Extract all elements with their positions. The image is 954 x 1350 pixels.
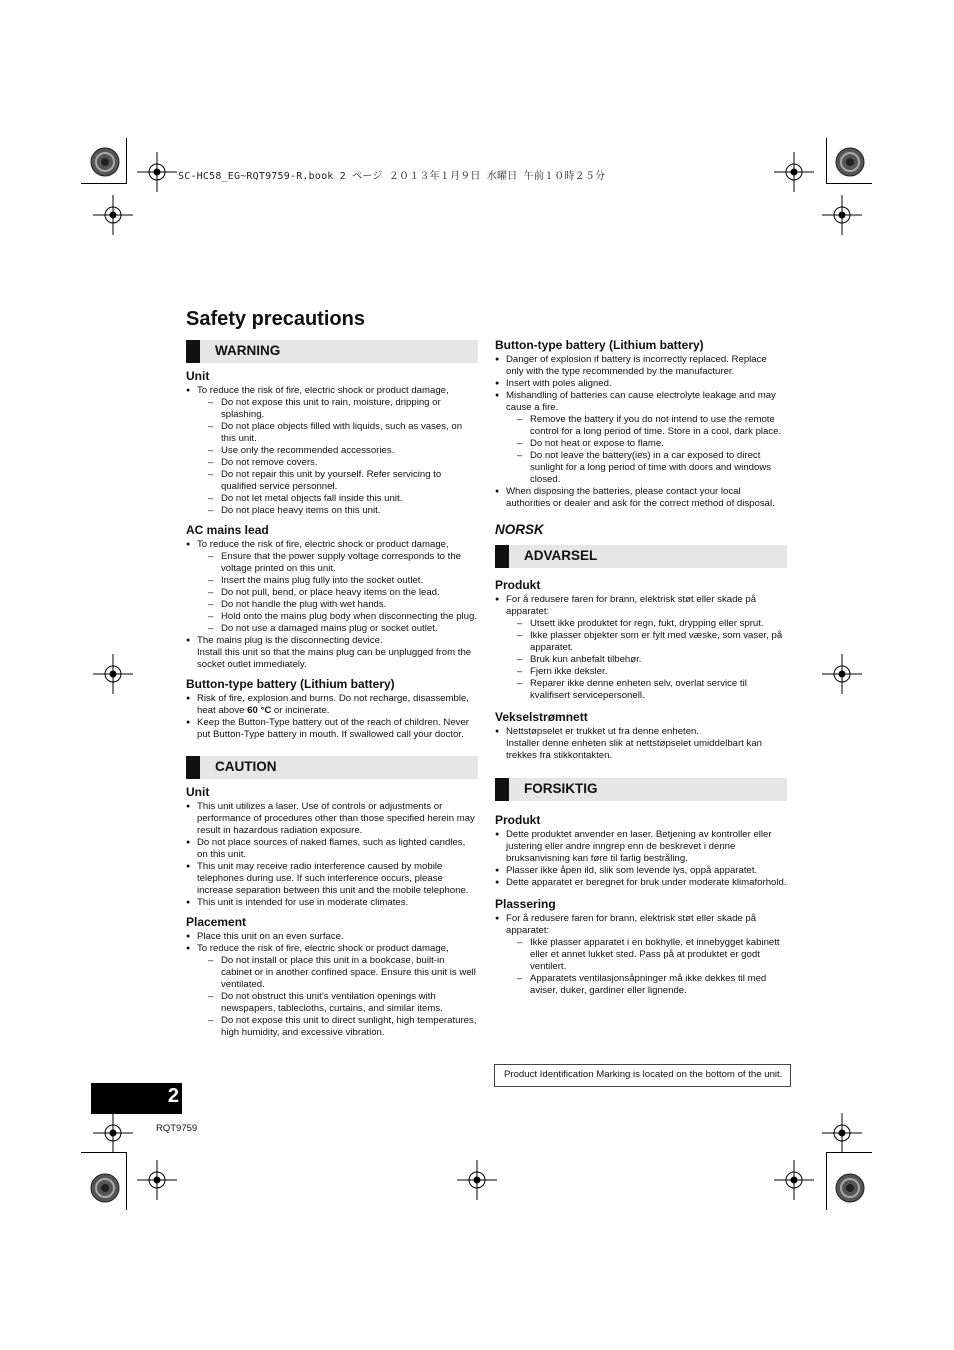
crosshair-icon xyxy=(93,654,133,694)
crosshair-icon xyxy=(822,195,862,235)
list-item: ● For å redusere faren for brann, elektrisk støt eller skade på apparatet: – Ikke plasser apparatet i en bokhylle, et innebygget kabinett eller et annet lukket sted. Pass på at produktet er godt ventilert. – Apparatets ventilasjonsåpninger må ikke dekkes til med aviser, duker, gardiner eller lignende. xyxy=(495,913,787,997)
list-item: – Use only the recommended accessories. xyxy=(197,445,478,457)
list-item: – Do not handle the plug with wet hands. xyxy=(197,599,478,611)
unit-warning-list xyxy=(186,385,478,517)
list-item: – Do not expose this unit to direct sunlight, high temperatures, high humidity, and excessive vibration. xyxy=(197,1015,478,1039)
banner-marker xyxy=(186,756,200,779)
list-item: – Do not pull, bend, or place heavy items on the lead. xyxy=(197,587,478,599)
list-item: – Do not remove covers. xyxy=(197,457,478,469)
list-item: ● The mains plug is the disconnecting device. Install this unit so that the mains plug can be unplugged from the socket outlet immediately. xyxy=(186,635,478,671)
plassering-heading: Plassering xyxy=(495,897,556,911)
battery-warning-list xyxy=(186,693,478,741)
crosshair-icon xyxy=(93,1113,133,1153)
print-header: SC-HC58_EG~RQT9759-R.book 2 ページ ２０１３年１月９日 水曜日 午前１０時２５分 xyxy=(178,171,606,182)
list-item: – Do not expose this unit to rain, moisture, dripping or splashing. xyxy=(197,397,478,421)
page-title: Safety precautions xyxy=(186,308,365,330)
crosshair-icon xyxy=(457,1160,497,1200)
crosshair-icon xyxy=(822,654,862,694)
crosshair-icon xyxy=(137,1160,177,1200)
crosshair-icon xyxy=(93,195,133,235)
list-item: ● Dette produktet anvender en laser. Betjening av kontroller eller justering eller andre inngrep enn de beskrevet i denne bruksanvisning kan føre til farlig bestråling. xyxy=(495,829,787,865)
ac-mains-list xyxy=(186,539,478,671)
list-item: – Do not repair this unit by yourself. Refer servicing to qualified service personnel. xyxy=(197,469,478,493)
list-item: – Reparer ikke denne enheten selv, overlat service til kvalifisert servicepersonell. xyxy=(506,678,787,702)
sub-list xyxy=(197,551,478,635)
list-item: ● Place this unit on an even surface. xyxy=(186,931,478,943)
produkt-heading: Produkt xyxy=(495,813,541,827)
banner-marker xyxy=(495,778,509,801)
list-item: – Do not install or place this unit in a bookcase, built-in cabinet or in another confined space. Ensure this unit is well ventilated. xyxy=(197,955,478,991)
list-item: – Insert the mains plug fully into the socket outlet. xyxy=(197,575,478,587)
registration-target-icon xyxy=(90,147,120,177)
vekselstromnett-list xyxy=(495,726,787,762)
list-item: ● Plasser ikke åpen ild, slik som levende lys, oppå apparatet. xyxy=(495,865,787,877)
list-item: – Do not place objects filled with liquids, such as vases, on this unit. xyxy=(197,421,478,445)
list-item: – Fjern ikke deksler. xyxy=(506,666,787,678)
sub-list xyxy=(506,618,787,702)
list-item: ● This unit may receive radio interference caused by mobile telephones during use. If such interference occurs, please increase separation between this unit and the mobile telephone. xyxy=(186,861,478,897)
list-item: ● Mishandling of batteries can cause electrolyte leakage and may cause a fire. – Remove the battery if you do not intend to use the remote control for a long period of time. Store in a cool, dark place. – Do not heat or expose to flame. – Do not leave the battery(ies) in a car exposed to direct sunlight for a long period of time with doors and windows closed. xyxy=(495,390,787,486)
registration-target-icon xyxy=(835,147,865,177)
list-item: – Hold onto the mains plug body when disconnecting the plug. xyxy=(197,611,478,623)
list-item: – Do not obstruct this unit’s ventilation openings with newspapers, tablecloths, curtains, and similar items. xyxy=(197,991,478,1015)
list-item: – Ikke plasser apparatet i en bokhylle, et innebygget kabinett eller et annet lukket sted. Pass på at produktet er godt ventilert. xyxy=(506,937,787,973)
right-column xyxy=(495,338,787,997)
list-item: – Do not heat or expose to flame. xyxy=(506,438,787,450)
document-code: RQT9759 xyxy=(156,1123,198,1134)
list-item: ● This unit utilizes a laser. Use of controls or adjustments or performance of procedures other than those specified herein may result in hazardous radiation exposure. xyxy=(186,801,478,837)
plassering-list xyxy=(495,913,787,997)
list-item: – Do not leave the battery(ies) in a car exposed to direct sunlight for a long period of time with doors and windows closed. xyxy=(506,450,787,486)
page-number: 2 xyxy=(167,1085,179,1107)
left-column xyxy=(186,340,478,1039)
battery-heading: Button-type battery (Lithium battery) xyxy=(186,677,395,691)
list-item: ● This unit is intended for use in moderate climates. xyxy=(186,897,478,909)
list-item: ● For å redusere faren for brann, elektrisk støt eller skade på apparatet: – Utsett ikke produktet for regn, fukt, drypping eller sprut. – Ikke plasser objekter som er fylt med væske, som vaser, på apparatet. – Bruk kun anbefalt tilbehør. – Fjern ikke deksler. – Reparer ikke denne enheten selv, overlat service til kvalifisert servicepersonell. xyxy=(495,594,787,702)
battery-heading: Button-type battery (Lithium battery) xyxy=(495,338,704,352)
placement-list xyxy=(186,931,478,1039)
banner-marker xyxy=(186,340,200,363)
ac-mains-heading: AC mains lead xyxy=(186,523,269,537)
registration-target-icon xyxy=(90,1173,120,1203)
page-number-tab xyxy=(91,1083,182,1114)
list-item: – Do not place heavy items on this unit. xyxy=(197,505,478,517)
list-item: – Utsett ikke produktet for regn, fukt, drypping eller sprut. xyxy=(506,618,787,630)
advarsel-label: ADVARSEL xyxy=(524,548,598,563)
list-item: – Bruk kun anbefalt tilbehør. xyxy=(506,654,787,666)
produkt-forsiktig-list xyxy=(495,829,787,889)
list-item: – Do not use a damaged mains plug or socket outlet. xyxy=(197,623,478,635)
unit-caution-list xyxy=(186,801,478,909)
warning-label: WARNING xyxy=(215,343,281,358)
unit-heading: Unit xyxy=(186,369,210,383)
list-item: ● Danger of explosion if battery is incorrectly replaced. Replace only with the type recommended by the manufacturer. xyxy=(495,354,787,378)
list-item: ● Nettstøpselet er trukket ut fra denne enheten. Installer denne enheten slik at nettstøpselet umiddelbart kan trekkes fra stikkontakten. xyxy=(495,726,787,762)
battery-list xyxy=(495,354,787,510)
list-item: ● When disposing the batteries, please contact your local authorities or dealer and ask for the correct method of disposal. xyxy=(495,486,787,510)
sub-list xyxy=(506,414,787,486)
list-item: – Remove the battery if you do not intend to use the remote control for a long period of time. Store in a cool, dark place. xyxy=(506,414,787,438)
list-item: – Ikke plasser objekter som er fylt med væske, som vaser, på apparatet. xyxy=(506,630,787,654)
crosshair-icon xyxy=(774,1160,814,1200)
list-item: ● To reduce the risk of fire, electric shock or product damage, – Do not install or place this unit in a bookcase, built-in cabinet or in another confined space. Ensure this unit is well ventilated. – Do not obstruct this unit’s ventilation openings with newspapers, tablecloths, curtains, and similar items. – Do not expose this unit to direct sunlight, high temperatures, high humidity, and excessive vibration. xyxy=(186,943,478,1039)
unit-heading: Unit xyxy=(186,785,210,799)
forsiktig-label: FORSIKTIG xyxy=(524,781,598,796)
product-id-note: Product Identification Marking is located on the bottom of the unit. xyxy=(494,1064,791,1087)
caution-label: CAUTION xyxy=(215,759,277,774)
list-item: ● Keep the Button-Type battery out of the reach of children. Never put Button-Type battery in mouth. If swallowed call your doctor. xyxy=(186,717,478,741)
language-heading: NORSK xyxy=(495,522,544,537)
warning-banner xyxy=(186,340,478,363)
produkt-advarsel-list xyxy=(495,594,787,702)
list-item: – Apparatets ventilasjonsåpninger må ikke dekkes til med aviser, duker, gardiner eller lignende. xyxy=(506,973,787,997)
placement-heading: Placement xyxy=(186,915,247,929)
registration-target-icon xyxy=(835,1173,865,1203)
sub-list xyxy=(197,955,478,1039)
list-item: ● To reduce the risk of fire, electric shock or product damage, – Do not expose this unit to rain, moisture, dripping or splashing. – Do not place objects filled with liquids, such as vases, on this unit. – Use only the recommended accessories. – Do not remove covers. – Do not repair this unit by yourself. Refer servicing to qualified service personnel. – Do not let metal objects fall inside this unit. – Do not place heavy items on this unit. xyxy=(186,385,478,517)
list-item: – Ensure that the power supply voltage corresponds to the voltage printed on this unit. xyxy=(197,551,478,575)
caution-banner xyxy=(186,756,478,779)
advarsel-banner xyxy=(495,545,787,568)
list-item: ● Insert with poles aligned. xyxy=(495,378,787,390)
list-item: ● Dette apparatet er beregnet for bruk under moderate klimaforhold. xyxy=(495,877,787,889)
list-item: ● To reduce the risk of fire, electric shock or product damage, – Ensure that the power supply voltage corresponds to the voltage printed on this unit. – Insert the mains plug fully into the socket outlet. – Do not pull, bend, or place heavy items on the lead. – Do not handle the plug with wet hands. – Hold onto the mains plug body when disconnecting the plug. – Do not use a damaged mains plug or socket outlet. xyxy=(186,539,478,635)
list-item: ● Do not place sources of naked flames, such as lighted candles, on this unit. xyxy=(186,837,478,861)
banner-marker xyxy=(495,545,509,568)
forsiktig-banner xyxy=(495,778,787,801)
list-item: – Do not let metal objects fall inside this unit. xyxy=(197,493,478,505)
produkt-heading: Produkt xyxy=(495,578,541,592)
sub-list xyxy=(197,397,478,517)
crosshair-icon xyxy=(822,1113,862,1153)
list-item: ● Risk of fire, explosion and burns. Do not recharge, disassemble, heat above 60 °C or incinerate. xyxy=(186,693,478,717)
crosshair-icon xyxy=(137,152,177,192)
crosshair-icon xyxy=(774,152,814,192)
vekselstromnett-heading: Vekselstrømnett xyxy=(495,710,588,724)
sub-list xyxy=(506,937,787,997)
